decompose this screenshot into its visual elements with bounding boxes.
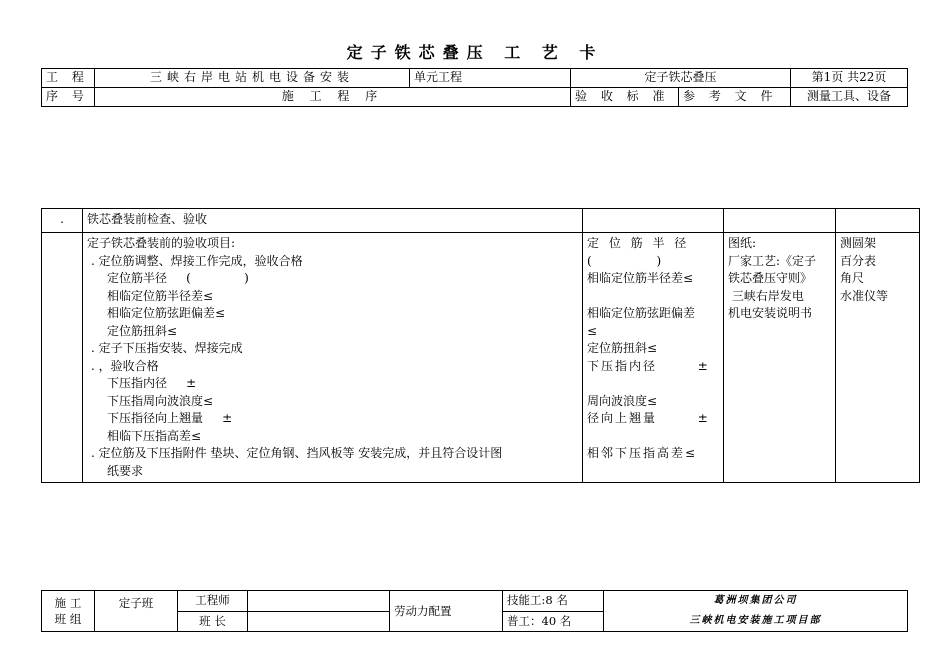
procedure-line: 相临下压指高差≤ (107, 428, 202, 443)
engineer-label: 工程师 (178, 591, 248, 612)
acceptance-cell (583, 233, 724, 483)
step-title-acceptance-empty (583, 209, 724, 233)
reference-header: 参 考 文 件 (679, 88, 791, 107)
procedure-line: 相临定位筋半径差≤ (107, 288, 214, 303)
step-title-tools-empty (836, 209, 920, 233)
acceptance-line: 下压指内径 ± (587, 358, 710, 373)
reference-line: 厂家工艺:《定子 (728, 253, 817, 268)
page-number: 第1页 共22页 (791, 69, 908, 88)
tools-header: 测量工具、设备 (791, 88, 908, 107)
procedure-line: 下压指内径 ± (107, 376, 197, 390)
team-label-line: 班 组 (54, 612, 82, 626)
reference-line: 三峡右岸发电 (728, 288, 804, 303)
procedure-line: 定位筋半径 ( ) (107, 271, 249, 285)
acceptance-line: ≤ (587, 323, 598, 338)
step-number-empty (42, 233, 83, 483)
general-workers: 普工：40 名 (503, 611, 604, 632)
procedure-line: 下压指径向上翘量 ± (107, 411, 233, 425)
engineer-value (248, 591, 390, 612)
reference-line: 铁芯叠压守则》 (728, 271, 813, 285)
procedure-line: 纸要求 (107, 463, 144, 478)
acceptance-line: 相临定位筋半径差≤ (587, 271, 694, 285)
tools-line: 角尺 (840, 271, 865, 285)
procedure-line: . 定位筋及下压指附件 垫块、定位角钢、挡风板等 安装完成，并且符合设计图 (91, 446, 503, 460)
team-label-line: 施 工 (54, 596, 82, 610)
project-value: 三峡右岸电站机电设备安装 (95, 69, 410, 88)
acceptance-line (587, 428, 719, 446)
department-name: 三峡机电安装施工项目部 (689, 615, 822, 626)
step-title-reference-empty (724, 209, 836, 233)
tools-line: 百分表 (840, 253, 877, 268)
acceptance-line: 径向上翘量 ± (587, 411, 710, 425)
procedure-line: 定位筋扭斜≤ (107, 323, 178, 338)
step-title: 铁芯叠装前检查、验收 (83, 209, 583, 233)
acceptance-line: 周向波浪度≤ (587, 393, 658, 408)
step-number: . (42, 209, 83, 233)
procedure-header: 施 工 程 序 (95, 88, 571, 107)
leader-label: 班 长 (178, 611, 248, 632)
tools-line: 水准仪等 (840, 288, 889, 303)
unit-label: 单元工程 (410, 69, 571, 88)
acceptance-line: 相邻下压指高差≤ (587, 446, 698, 460)
acceptance-line (587, 288, 719, 306)
labor-label: 劳动力配置 (390, 591, 503, 632)
procedure-cell (83, 233, 583, 483)
acceptance-line: 定位筋扭斜≤ (587, 341, 658, 355)
reference-line: 机电安装说明书 (728, 306, 813, 320)
page-title: 定子铁芯叠压 工 艺 卡 (346, 43, 604, 62)
leader-value (248, 611, 390, 632)
procedure-line: . 定子下压指安装、焊接完成 (91, 341, 243, 355)
team-value: 定子班 (95, 591, 178, 632)
reference-cell (724, 233, 836, 483)
acceptance-header: 验 收 标 准 (571, 88, 679, 107)
team-label (42, 591, 95, 632)
project-label: 工 程 (42, 69, 95, 88)
seq-header: 序 号 (42, 88, 95, 107)
acceptance-line: 定 位 筋 半 径 (587, 236, 690, 250)
footer-table (41, 590, 908, 632)
reference-line: 图纸: (728, 236, 757, 250)
company-stamp (604, 591, 908, 632)
header-table (41, 68, 908, 107)
procedure-table (41, 208, 920, 483)
tools-cell (836, 233, 920, 483)
acceptance-line: 相临定位筋弦距偏差 (587, 306, 696, 320)
procedure-line: 定子铁芯叠装前的验收项目: (87, 236, 236, 250)
procedure-line: . ，验收合格 (91, 358, 159, 373)
tools-line: 测圆架 (840, 236, 877, 250)
company-name: 葛洲坝集团公司 (713, 595, 798, 606)
procedure-line: 下压指周向波浪度≤ (107, 393, 214, 408)
procedure-line: 相临定位筋弦距偏差≤ (107, 306, 226, 320)
acceptance-line: ( ) (587, 253, 662, 268)
acceptance-line (587, 375, 719, 393)
unit-value: 定子铁芯叠压 (571, 69, 791, 88)
skilled-workers: 技能工:8 名 (503, 591, 604, 612)
procedure-line: . 定位筋调整、焊接工作完成，验收合格 (91, 253, 303, 268)
